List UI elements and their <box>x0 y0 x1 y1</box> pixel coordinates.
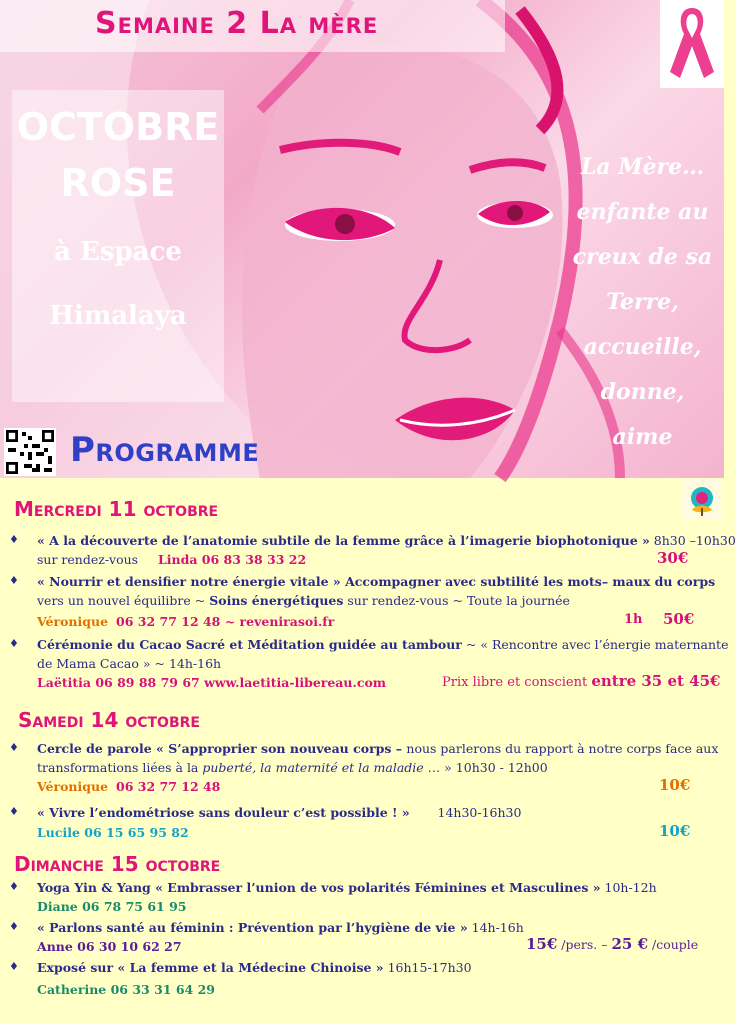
price-line <box>526 935 698 953</box>
event-title-panel <box>12 90 224 402</box>
price: 50€ <box>663 610 695 628</box>
activity-title: « Parlons santé au féminin : Prévention par l’hygiène de vie » <box>37 920 468 935</box>
activity-subtitle: « La femme et la Médecine Chinoise » <box>113 960 384 975</box>
activity-note: de Mama Cacao » ~ 14h-16h <box>37 656 222 671</box>
ribbon-box <box>660 0 724 88</box>
activity-title: « Vivre l’endométriose sans douleur c’est possible ! » <box>37 805 410 820</box>
lotus-logo-icon <box>682 480 722 520</box>
contact-person: Anne 06 30 10 62 27 <box>37 939 182 954</box>
price-unit: /pers. – <box>557 937 612 952</box>
contact-person: Catherine 06 33 31 64 29 <box>37 982 215 997</box>
pink-ribbon-icon <box>660 0 724 88</box>
poem-line: accueille, <box>583 334 702 360</box>
activity-note: sur rendez-vous ~ Toute la journée <box>343 593 570 608</box>
day-heading-wednesday: Mercredi 11 octobre <box>14 497 219 521</box>
bullet-icon: ♦ <box>9 741 19 754</box>
activity-highlight: Soins énergétiques <box>209 593 344 608</box>
activity-title: Yoga Yin & Yang <box>37 880 151 895</box>
day-heading-saturday: Samedi 14 octobre <box>18 708 200 732</box>
activity-subtitle: « S’approprier son nouveau corps – <box>151 741 407 756</box>
contact-person: Linda 06 83 38 33 22 <box>157 552 307 567</box>
bullet-icon: ♦ <box>9 637 19 650</box>
activity-time: » 10h30 - 12h00 <box>440 760 548 775</box>
price: 10€ <box>659 776 691 794</box>
activity-title: Exposé sur <box>37 960 114 975</box>
bullet-icon: ♦ <box>9 533 19 546</box>
price-unit: /couple <box>648 937 699 952</box>
poem-line: enfante au <box>576 199 709 225</box>
contact-person: Laëtitia 06 89 88 79 67 www.laetitia-libereau.com <box>37 675 387 690</box>
contact-person: Véronique <box>37 614 109 629</box>
hero-banner <box>0 0 724 478</box>
poem-text <box>560 145 725 460</box>
activity-note: sur rendez-vous <box>37 552 139 567</box>
price: 25 € <box>611 935 649 953</box>
activity-italic: puberté, la maternité et la maladie … <box>202 760 441 775</box>
activity-time: 10h-12h <box>600 880 657 895</box>
price-note <box>442 672 720 690</box>
activity-subtitle: ~ « Rencontre avec l’énergie maternante <box>461 637 729 652</box>
activity-subtitle: « Embrasser l’union de vos polarités Féminines et Masculines » <box>150 880 601 895</box>
bullet-icon: ♦ <box>9 880 19 893</box>
day-heading-sunday: Dimanche 15 octobre <box>14 852 221 876</box>
price: 10€ <box>659 822 691 840</box>
activity-note: nous parlerons du rapport à notre corps face aux <box>406 741 719 756</box>
activity-note: vers un nouvel équilibre ~ <box>37 593 210 608</box>
activity-title: Cérémonie du Cacao Sacré et Méditation guidée au tambour <box>37 637 462 652</box>
activity-note: transformations liées à la <box>37 760 203 775</box>
bullet-icon: ♦ <box>9 805 19 818</box>
activity-time: 14h30-16h30 <box>437 805 522 820</box>
bullet-icon: ♦ <box>9 920 19 933</box>
price: entre 35 et 45€ <box>591 672 721 690</box>
poem-line: donne, <box>600 379 685 405</box>
poem-line: creux de sa <box>572 244 713 270</box>
contact-phone: 06 32 77 12 48 ~ revenirasoi.fr <box>116 614 335 629</box>
activity-time: 16h15-17h30 <box>383 960 472 975</box>
week-title: Semaine 2 La mère <box>95 6 379 41</box>
bullet-icon: ♦ <box>9 960 19 973</box>
bullet-icon: ♦ <box>9 574 19 587</box>
event-title-line1: OCTOBRE <box>16 105 220 149</box>
price: 15€ <box>526 935 558 953</box>
qr-code-icon[interactable] <box>4 428 56 476</box>
event-title-line2: ROSE <box>60 160 176 205</box>
activity-title: « Nourrir et densifier notre énergie vitale » Accompagner avec subtilité les mots– maux du corps <box>37 574 716 589</box>
activity-time: 8h30 –10h30 <box>649 533 736 548</box>
activity-title: « A la découverte de l’anatomie subtile de la femme grâce à l’imagerie biophotonique » <box>37 533 650 548</box>
price: 30€ <box>657 549 689 567</box>
duration: 1h <box>624 612 643 627</box>
contact-person: Véronique <box>37 779 109 794</box>
poem-line: Terre, <box>606 289 679 315</box>
activity-time: 14h-16h <box>467 920 524 935</box>
activity-title: Cercle de parole <box>37 741 152 756</box>
contact-person: Diane 06 78 75 61 95 <box>37 899 187 914</box>
poem-line: La Mère… <box>580 154 705 180</box>
venue-line1: à Espace <box>54 237 182 267</box>
venue-line2: Himalaya <box>49 301 187 331</box>
price-prefix: Prix libre et conscient <box>442 675 592 690</box>
programme-heading: Programme <box>70 430 260 470</box>
poem-line: aime <box>612 424 673 450</box>
contact-phone: 06 32 77 12 48 <box>116 779 221 794</box>
contact-person: Lucile 06 15 65 95 82 <box>37 825 189 840</box>
